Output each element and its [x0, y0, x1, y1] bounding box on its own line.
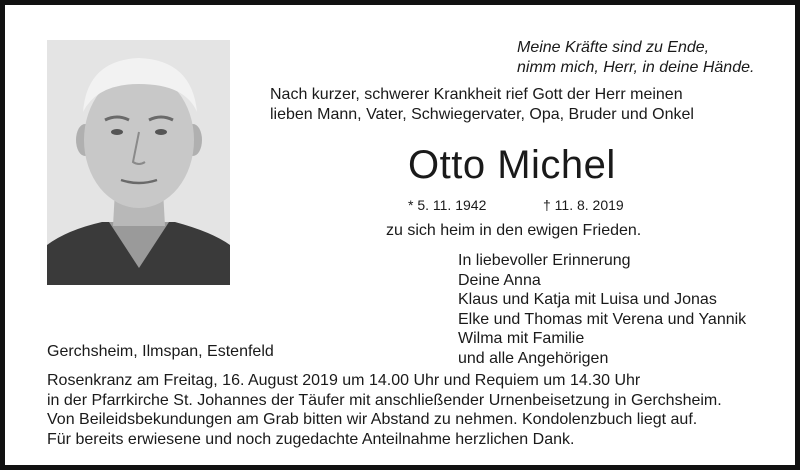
- family-line: Deine Anna: [458, 271, 541, 289]
- peace-line: zu sich heim in den ewigen Frieden.: [386, 222, 642, 239]
- family-line: Klaus und Katja mit Luisa und Jonas: [458, 291, 717, 308]
- intro-text: [270, 85, 694, 125]
- family-line: In liebevoller Erinnerung: [458, 252, 631, 269]
- family-list: [458, 251, 746, 368]
- service-line: Rosenkranz am Freitag, 16. August 2019 um 14.00 Uhr und Requiem um 14.30 Uhr: [47, 372, 641, 389]
- quote-text: [517, 38, 754, 78]
- death-date: † 11. 8. 2019: [543, 197, 624, 213]
- family-line: Wilma mit Familie: [458, 330, 585, 347]
- quote-line: Meine Kräfte sind zu Ende,: [517, 39, 710, 56]
- family-line: und alle Angehörigen: [458, 349, 609, 367]
- service-line: Von Beileidsbekundungen am Grab bitten wir Abstand zu nehmen. Kondolenzbuch liegt auf.: [47, 411, 698, 428]
- service-line: Für bereits erwiesene und noch zugedachte Anteilnahme herzlichen Dank.: [47, 430, 575, 448]
- deceased-name: Otto Michel: [408, 143, 616, 187]
- portrait-photo: [47, 40, 230, 285]
- quote-line: nimm mich, Herr, in deine Hände.: [517, 59, 755, 76]
- intro-line: lieben Mann, Vater, Schwiegervater, Opa, Bruder und Onkel: [270, 106, 694, 123]
- birth-date: * 5. 11. 1942: [408, 197, 487, 213]
- service-details: [47, 371, 722, 449]
- places-line: Gerchsheim, Ilmspan, Estenfeld: [47, 343, 274, 360]
- family-line: Elke und Thomas mit Verena und Yannik: [458, 310, 747, 328]
- service-line: in der Pfarrkirche St. Johannes der Täufer mit anschließender Urnenbeisetzung in Gerchsheim.: [47, 391, 722, 409]
- intro-line: Nach kurzer, schwerer Krankheit rief Gott der Herr meinen: [270, 86, 683, 103]
